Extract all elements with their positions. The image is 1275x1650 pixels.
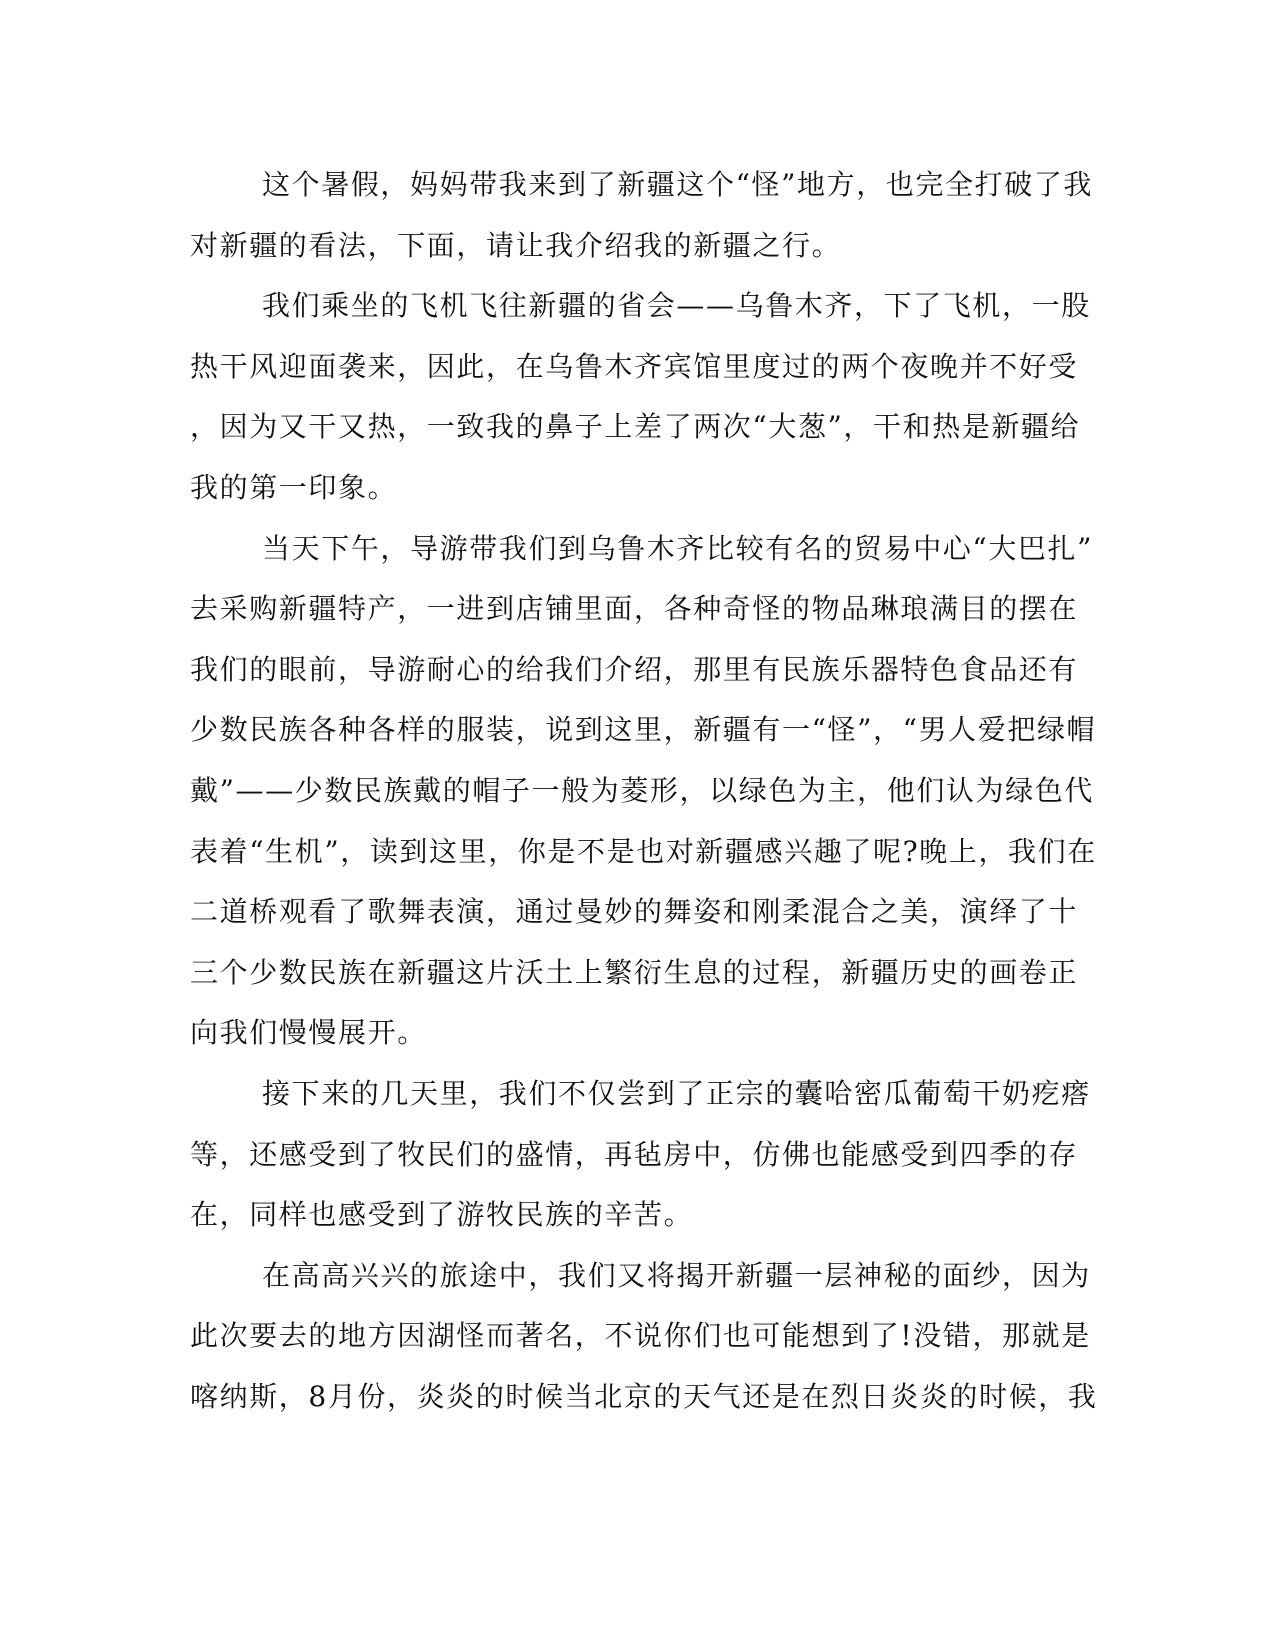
text-line: 在高高兴兴的旅途中，我们又将揭开新疆一层神秘的面纱，因为: [262, 1258, 1091, 1292]
text-line: 三个少数民族在新疆这片沃土上繁衍生息的过程，新疆历史的画卷正: [190, 955, 1079, 989]
text-line: 去采购新疆特产，一进到店铺里面，各种奇怪的物品琳琅满目的摆在: [190, 592, 1079, 626]
paragraph-3: [190, 519, 1097, 1064]
text-line: 热干风迎面袭来，因此，在乌鲁木齐宾馆里度过的两个夜晚并不好受: [190, 349, 1079, 383]
text-line: 当天下午，导游带我们到乌鲁木齐比较有名的贸易中心“大巴扎”: [262, 531, 1094, 565]
text-line: 对新疆的看法，下面，请让我介绍我的新疆之行。: [190, 228, 842, 262]
essay-body: [190, 155, 1098, 1427]
text-line: ，因为又干又热，一致我的鼻子上差了两次“大葱”，干和热是新疆给: [190, 410, 1081, 444]
text-line: 此次要去的地方因湖怪而著名，不说你们也可能想到了!没错，那就是: [190, 1319, 1091, 1353]
text-line: 我的第一印象。: [190, 470, 398, 504]
text-line: 表着“生机”，读到这里，你是不是也对新疆感兴趣了呢?晚上，我们在: [190, 834, 1097, 868]
text-line: 等，还感受到了牧民们的盛情，再毡房中，仿佛也能感受到四季的存: [190, 1137, 1079, 1171]
text-line: 我们乘坐的飞机飞往新疆的省会——乌鲁木齐，下了飞机，一股: [262, 289, 1091, 323]
text-line: 这个暑假，妈妈带我来到了新疆这个“怪”地方，也完全打破了我: [262, 168, 1094, 201]
paragraph-1: [190, 155, 1094, 276]
text-line: 在，同样也感受到了游牧民族的辛苦。: [190, 1198, 694, 1232]
text-line: 我们的眼前，导游耐心的给我们介绍，那里有民族乐器特色食品还有: [190, 652, 1079, 686]
paragraph-5: [190, 1246, 1098, 1428]
paragraph-4: [190, 1064, 1091, 1246]
text-line: 接下来的几天里，我们不仅尝到了正宗的囊哈密瓜葡萄干奶疙瘩: [262, 1076, 1091, 1110]
text-line: 喀纳斯，8月份，炎炎的时候当北京的天气还是在烈日炎炎的时候，我: [190, 1379, 1098, 1413]
text-line: 二道桥观看了歌舞表演，通过曼妙的舞姿和刚柔混合之美，演绎了十: [190, 895, 1079, 929]
paragraph-2: [190, 276, 1091, 518]
text-line: 向我们慢慢展开。: [190, 1016, 427, 1050]
text-line: 戴”——少数民族戴的帽子一般为菱形，以绿色为主，他们认为绿色代: [190, 773, 1094, 807]
text-line: 少数民族各种各样的服装，说到这里，新疆有一“怪”，“男人爱把绿帽: [190, 713, 1097, 747]
